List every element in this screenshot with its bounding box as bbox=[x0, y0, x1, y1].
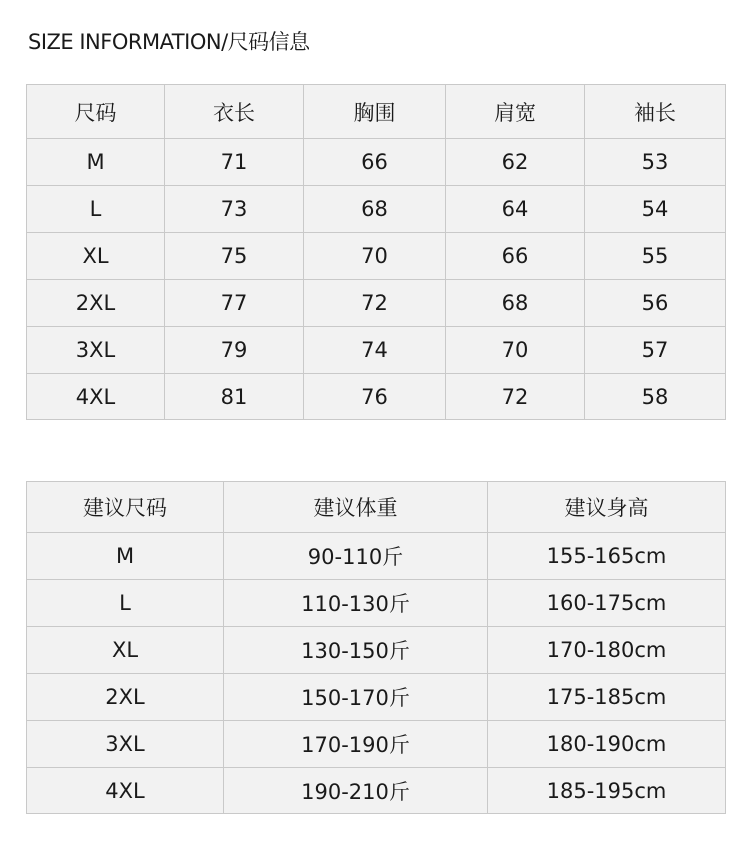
table-row bbox=[27, 374, 726, 420]
header-cell-sleeve: 袖长 bbox=[585, 85, 726, 139]
header-cell-recommended-height: 建议身高 bbox=[488, 482, 726, 533]
table-cell: 81 bbox=[165, 374, 304, 420]
header-cell-recommended-weight: 建议体重 bbox=[224, 482, 488, 533]
table-row bbox=[27, 627, 726, 674]
table-cell: M bbox=[27, 533, 224, 580]
table-row bbox=[27, 186, 726, 233]
table-cell: M bbox=[27, 139, 165, 186]
table-cell: 90-110斤 bbox=[224, 533, 488, 580]
table-cell: 57 bbox=[585, 327, 726, 374]
table-row bbox=[27, 327, 726, 374]
table-cell: 70 bbox=[446, 327, 585, 374]
header-cell-size: 尺码 bbox=[27, 85, 165, 139]
table-cell: 64 bbox=[446, 186, 585, 233]
table-cell: 185-195cm bbox=[488, 768, 726, 814]
header-cell-shoulder: 肩宽 bbox=[446, 85, 585, 139]
table-cell: 71 bbox=[165, 139, 304, 186]
table-cell: 53 bbox=[585, 139, 726, 186]
table-row bbox=[27, 233, 726, 280]
table-cell: 2XL bbox=[27, 280, 165, 327]
table-cell: 72 bbox=[304, 280, 446, 327]
table-cell: 170-190斤 bbox=[224, 721, 488, 768]
table-row bbox=[27, 674, 726, 721]
table-cell: 110-130斤 bbox=[224, 580, 488, 627]
recommended-size-table bbox=[26, 481, 726, 814]
table-cell: 54 bbox=[585, 186, 726, 233]
table-cell: 68 bbox=[304, 186, 446, 233]
table-header-row bbox=[27, 482, 726, 533]
table-cell: 79 bbox=[165, 327, 304, 374]
table-cell: 68 bbox=[446, 280, 585, 327]
table-cell: 73 bbox=[165, 186, 304, 233]
table-cell: 66 bbox=[446, 233, 585, 280]
table-cell: 74 bbox=[304, 327, 446, 374]
table-cell: 180-190cm bbox=[488, 721, 726, 768]
table-row bbox=[27, 533, 726, 580]
header-cell-length: 衣长 bbox=[165, 85, 304, 139]
table-cell: 150-170斤 bbox=[224, 674, 488, 721]
table-cell: XL bbox=[27, 627, 224, 674]
table-cell: 62 bbox=[446, 139, 585, 186]
table-cell: 58 bbox=[585, 374, 726, 420]
table-row bbox=[27, 139, 726, 186]
table-cell: 155-165cm bbox=[488, 533, 726, 580]
header-cell-chest: 胸围 bbox=[304, 85, 446, 139]
table-cell: L bbox=[27, 186, 165, 233]
table-cell: 75 bbox=[165, 233, 304, 280]
page-title: SIZE INFORMATION/尺码信息 bbox=[28, 30, 310, 54]
table-cell: 3XL bbox=[27, 327, 165, 374]
table-cell: XL bbox=[27, 233, 165, 280]
table-cell: 175-185cm bbox=[488, 674, 726, 721]
table-cell: 77 bbox=[165, 280, 304, 327]
header-cell-recommended-size: 建议尺码 bbox=[27, 482, 224, 533]
size-information-table bbox=[26, 84, 726, 420]
table-cell: 72 bbox=[446, 374, 585, 420]
table-cell: 2XL bbox=[27, 674, 224, 721]
table-cell: 190-210斤 bbox=[224, 768, 488, 814]
table-cell: 3XL bbox=[27, 721, 224, 768]
table-cell: L bbox=[27, 580, 224, 627]
table-cell: 160-175cm bbox=[488, 580, 726, 627]
table-row bbox=[27, 280, 726, 327]
table-row bbox=[27, 580, 726, 627]
table-cell: 55 bbox=[585, 233, 726, 280]
table-cell: 66 bbox=[304, 139, 446, 186]
table-cell: 4XL bbox=[27, 374, 165, 420]
table-header-row bbox=[27, 85, 726, 139]
table-row bbox=[27, 768, 726, 814]
table-row bbox=[27, 721, 726, 768]
table-cell: 4XL bbox=[27, 768, 224, 814]
table-cell: 170-180cm bbox=[488, 627, 726, 674]
table-cell: 130-150斤 bbox=[224, 627, 488, 674]
table-cell: 70 bbox=[304, 233, 446, 280]
table-cell: 56 bbox=[585, 280, 726, 327]
table-cell: 76 bbox=[304, 374, 446, 420]
